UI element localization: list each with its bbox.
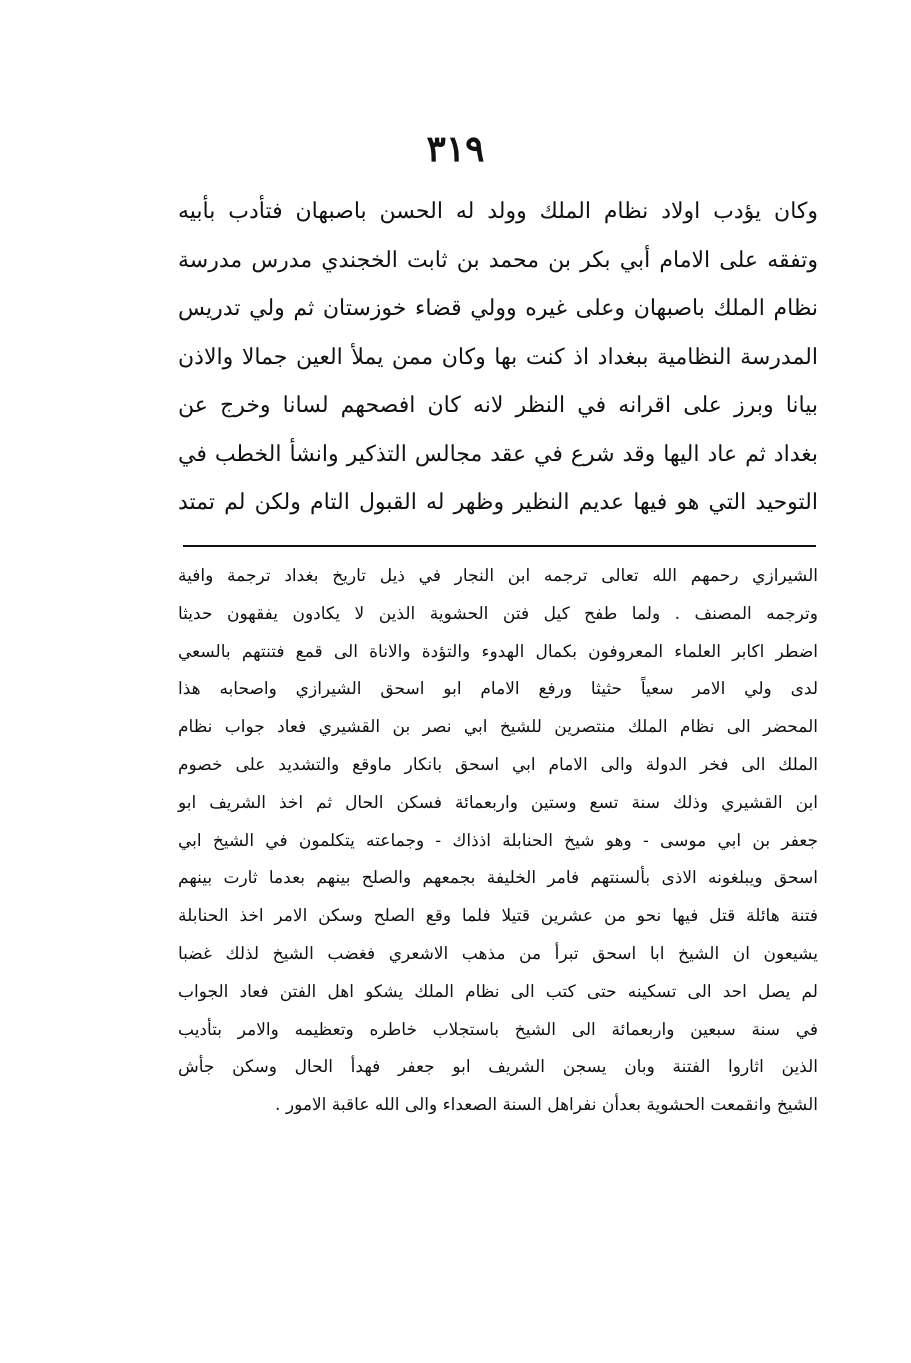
footnote-line: اضطر اكابر العلماء المعروفون بكمال الهدوء والتؤدة والاناة الى قمع فتنتهم بالسعي <box>178 641 818 662</box>
footnote-separator <box>183 545 816 547</box>
main-text-line: التوحيد التي هو فيها عديم النظير وظهر له القبول التام ولكن لم تمتد <box>178 490 818 515</box>
footnote-text <box>178 558 818 1125</box>
main-text-line: بيانا وبرز على اقرانه في النظر لانه كان افصحهم لسانا وخرج عن <box>178 393 818 418</box>
page-number: ٣١٩ <box>426 128 485 170</box>
footnote-line: المحضر الى نظام الملك منتصرين للشيخ ابي نصر بن القشيري فعاد جواب نظام <box>178 717 818 738</box>
footnote-line: وترجمه المصنف . ولما طفح كيل فتن الحشوية الذين لا يكادون يفقهون حديثا <box>178 603 818 624</box>
footnote-line: ابن القشيري وذلك سنة تسع وستين واربعمائة فسكن الحال ثم اخذ الشريف ابو <box>178 792 818 813</box>
footnote-line: الشيرازي رحمهم الله تعالى ترجمه ابن النجار في ذيل تاريخ بغداد ترجمة وافية <box>178 566 818 586</box>
main-text-line: وكان يؤدب اولاد نظام الملك وولد له الحسن باصبهان فتأدب بأبيه <box>178 199 818 224</box>
footnote-line: فتنة هائلة قتل فيها نحو من عشرين قتيلا فلما وقع الصلح وسكن الامر اخذ الحنابلة <box>178 906 818 927</box>
main-text-line: المدرسة النظامية ببغداد اذ كنت بها وكان ممن يملأ العين جمالا والاذن <box>178 344 818 370</box>
footnote-line: الذين اثاروا الفتنة وبان يسجن الشريف ابو جعفر فهدأ الحال وسكن جأش <box>178 1057 818 1078</box>
footnote-line: اسحق ويبلغونه الاذى بألسنتهم فامر الخليفة بجمعهم والصلح بينهم بعدما ثارت بينهم <box>178 868 818 889</box>
footnote-line: الشيخ وانقمعت الحشوية بعدأن نفراهل السنة الصعداء والى الله عاقبة الامور . <box>275 1095 818 1116</box>
footnote-line: يشيعون ان الشيخ ابا اسحق تبرأ من مذهب الاشعري فغضب الشيخ لذلك غضبا <box>178 943 818 964</box>
footnote-line: الملك الى فخر الدولة والى الامام ابي اسحق بانكار ماوقع والتشديد على خصوم <box>178 754 818 775</box>
main-text-line: بغداد ثم عاد اليها وقد شرع في عقد مجالس التذكير وانشأ الخطب في <box>178 441 818 467</box>
footnote-line: جعفر بن ابي موسى - وهو شيخ الحنابلة اذذاك - وجماعته يتكلمون في الشيخ ابي <box>178 830 818 851</box>
main-text-line: وتفقه على الامام أبي بكر بن محمد بن ثابت الخجندي مدرس مدرسة <box>178 247 818 273</box>
main-text <box>178 188 818 528</box>
main-text-line: نظام الملك باصبهان وعلى غيره وولي قضاء خوزستان ثم ولي تدريس <box>178 296 818 321</box>
footnote-line: في سنة سبعين واربعمائة الى الشيخ باستجلاب خاطره وتعظيمه والامر بتأديب <box>178 1019 818 1040</box>
footnote-line: لم يصل احد الى تسكينه حتى كتب الى نظام الملك يشكو اهل الفتن فعاد الجواب <box>178 981 818 1002</box>
footnote-line: لدى ولي الامر سعياً حثيثا ورفع الامام ابو اسحق الشيرازي واصحابه هذا <box>178 679 818 700</box>
